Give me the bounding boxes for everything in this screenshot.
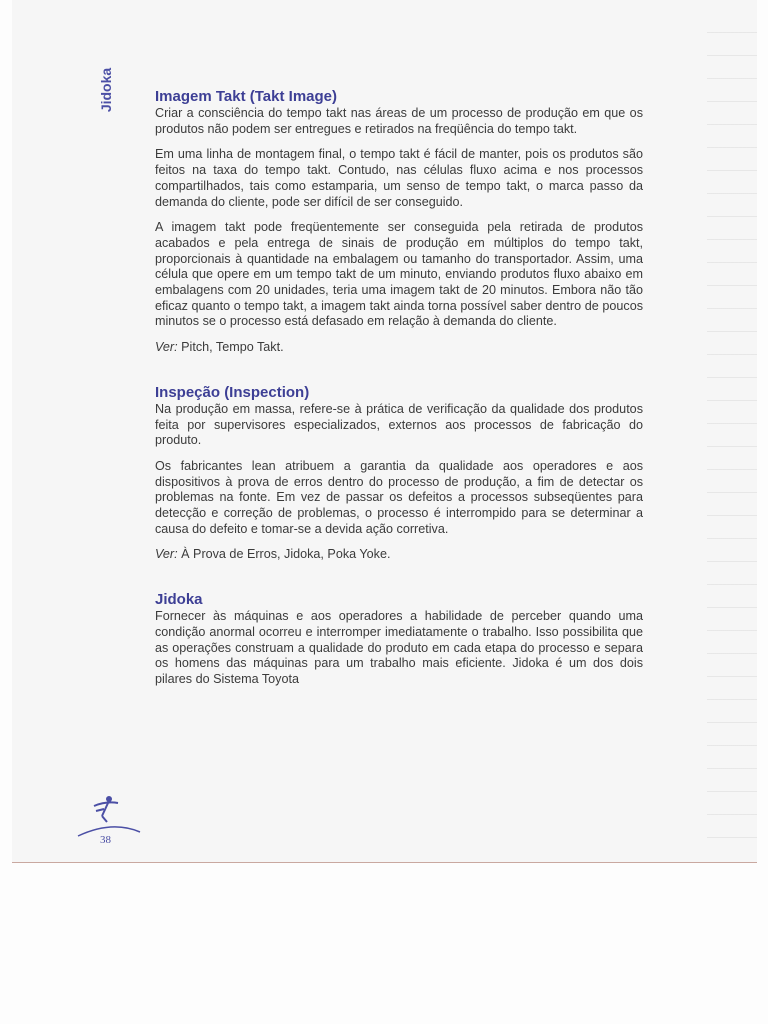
paragraph: A imagem takt pode freqüentemente ser conseguida pela retirada de produtos acabados e pela entrega de sinais de produção em múltiplos do tempo takt, proporcionais à quantidade na embalagem ou tamanho do transportador. Assim, uma célula que opere em um tempo takt de um minuto, enviando produtos fluxo abaixo em embalagens com 20 unidades, teria uma imagem takt de 20 minutos. Embora não tão eficaz quanto o tempo takt, a imagem takt ainda torna possível saber dentro de poucos minutos se o processo está defasado em relação à demanda do cliente. [155, 220, 643, 329]
glossary-content [155, 88, 643, 698]
entry-jidoka [155, 591, 643, 688]
see-also [155, 547, 643, 563]
see-also-label: Ver: [155, 547, 178, 562]
see-also-label: Ver: [155, 340, 178, 355]
entry-title: Imagem Takt (Takt Image) [155, 88, 337, 105]
entry-title: Jidoka [155, 591, 203, 609]
paragraph: Em uma linha de montagem final, o tempo takt é fácil de manter, pois os produtos são feitos na taxa do tempo takt. Contudo, nas células fluxo acima e nos processos compartilhados, tais como estamparia, um senso de tempo takt, o marca passo da demanda do cliente, pode ser difícil de ser conseguido. [155, 147, 643, 209]
running-head-text: Jidoka [98, 67, 114, 113]
paragraph: Os fabricantes lean atribuem a garantia da qualidade aos operadores e aos dispositivos à prova de erros dentro do processo de produção, a fim de detectar os problemas na fonte. Em vez de passar os defeitos a processos subseqüentes para detecção e correção de problemas, o processo é interrompido para se determinar a causa do defeito e tomar-se a devida ação corretiva. [155, 458, 643, 536]
paragraph: Fornecer às máquinas e aos operadores a habilidade de perceber quando uma condição anormal ocorreu e interromper imediatamente o trabalho. Isso possibilita que as operações construam a qualidade do produto em cada etapa do processo e separa os homens das máquinas para um trabalho mais eficiente. Jidoka é um dos dois pilares do Sistema Toyota [155, 609, 643, 686]
entry-inspection [155, 384, 643, 563]
entry-title: Inspeção (Inspection) [155, 383, 310, 401]
running-head [96, 60, 116, 120]
page-edge-shading [707, 10, 757, 860]
see-also [155, 340, 643, 356]
entry-takt-image [155, 88, 643, 356]
page-bottom-edge [12, 862, 757, 863]
see-also-refs: À Prova de Erros, Jidoka, Poka Yoke. [181, 547, 391, 562]
paragraph: Na produção em massa, refere-se à prática de verificação da qualidade dos produtos feita por supervisores especializados, externos aos processos de fabricação do produto. [155, 401, 643, 448]
page-number: 38 [100, 834, 111, 846]
see-also-refs: Pitch, Tempo Takt. [181, 340, 284, 355]
paragraph: Criar a consciência do tempo takt nas áreas de um processo de produção em que os produtos não podem ser entregues e retirados na freqüência do tempo takt. [155, 106, 643, 136]
